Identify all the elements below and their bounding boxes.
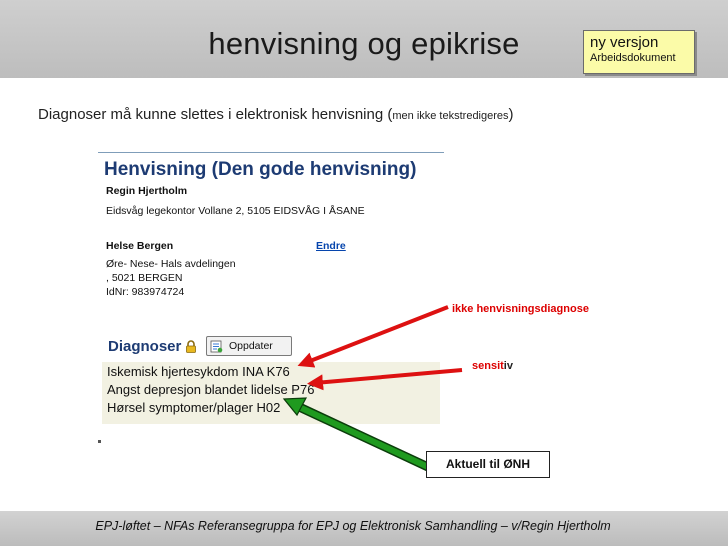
subtitle-small: men ikke tekstredigeres xyxy=(392,110,509,122)
annotation-relevant-ent: Aktuell til ØNH xyxy=(426,451,550,478)
recipient-id: IdNr: 983974724 xyxy=(106,286,185,298)
annotation-sensitive-suffix: iv xyxy=(503,360,513,372)
arrow-to-second-diagnosis xyxy=(315,370,462,383)
recipient-name: Helse Bergen xyxy=(106,240,174,252)
recipient-edit-link[interactable]: Endre xyxy=(316,240,346,252)
sender-name: Regin Hjertholm xyxy=(106,185,188,197)
annotation-sensitive xyxy=(472,360,513,372)
arrow-to-third-diagnosis xyxy=(297,406,428,467)
recipient-postal: , 5021 BERGEN xyxy=(106,272,183,284)
subtitle-end: ) xyxy=(508,106,514,123)
referral-title: Henvisning (Den gode henvisning) xyxy=(104,159,417,180)
subtitle-main: Diagnoser må kunne slettes i elektronisk henvisning ( xyxy=(38,106,393,123)
sender-address: Eidsvåg legekontor Vollane 2, 5105 EIDSVÅG I ÅSANE xyxy=(106,205,365,217)
version-note-title: ny versjon xyxy=(590,34,659,51)
recipient-department: Øre- Nese- Hals avdelingen xyxy=(106,258,236,270)
diagnosis-item[interactable]: Iskemisk hjertesykdom INA K76 xyxy=(107,364,290,379)
annotation-sensitive-prefix: sensit xyxy=(472,360,504,372)
diagnosis-item[interactable]: Angst depresjon blandet lidelse P76 xyxy=(107,382,315,397)
diagnosis-item[interactable]: Hørsel symptomer/plager H02 xyxy=(107,400,281,415)
update-button-label: Oppdater xyxy=(229,340,273,352)
diagnoses-heading: Diagnoser xyxy=(108,338,182,355)
arrow-to-first-diagnosis xyxy=(305,307,448,363)
annotation-not-referral-diagnosis: ikke henvisningsdiagnose xyxy=(452,303,589,315)
slide-title: henvisning og epikrise xyxy=(208,26,520,61)
version-note-subtitle: Arbeidsdokument xyxy=(590,52,676,64)
footer-text: EPJ-løftet – NFAs Referansegruppa for EPJ og Elektronisk Samhandling – v/Regin Hjertholm xyxy=(95,519,611,533)
